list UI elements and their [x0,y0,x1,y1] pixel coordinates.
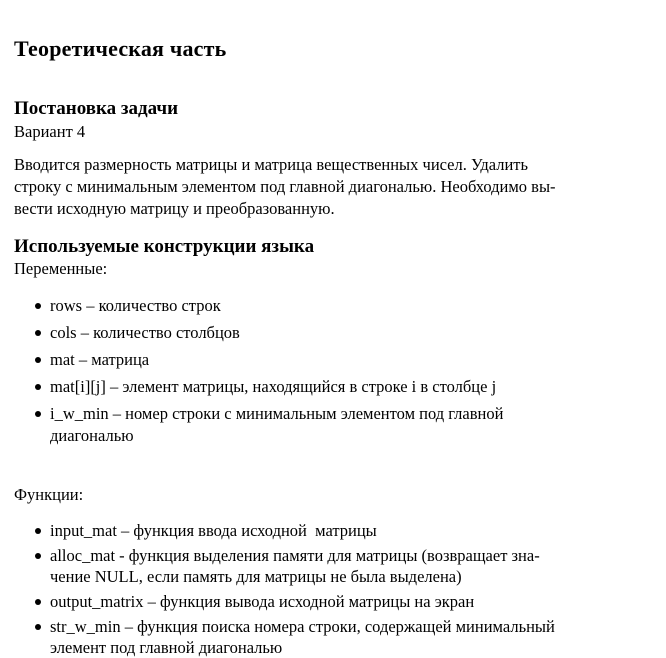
problem-heading: Постановка задачи [14,98,179,119]
list-item-line: rows – количество строк [50,296,221,315]
list-item [50,376,666,398]
list-item [50,616,666,658]
list-item [50,295,666,317]
list-item-line: output_matrix – функция вывода исходной матрицы на экран [50,592,475,611]
list-item-line: элемент под главной диагональю [50,638,283,657]
list-item-line: cols – количество столбцов [50,323,240,342]
list-item-line: alloc_mat - функция выделения памяти для матрицы (возвращает зна- [50,546,540,565]
bullet-icon [35,384,41,390]
list-item-line: input_mat – функция ввода исходной матрицы [50,521,377,540]
paragraph-line: строку с минимальным элементом под главной диагональю. Необходимо вы- [14,177,556,196]
bullet-icon [35,528,41,534]
list-item [50,403,666,447]
list-item-line: mat[i][j] – элемент матрицы, находящийся в строке i в столбце j [50,377,497,396]
bullet-icon [35,624,41,630]
list-item [50,322,666,344]
bullet-icon [35,553,41,559]
paragraph-line: вести исходную матрицу и преобразованную. [14,199,335,218]
list-item [50,520,666,541]
list-item-line: диагональю [50,426,134,445]
list-item-line: mat – матрица [50,350,150,369]
list-item [50,349,666,371]
bullet-icon [35,411,41,417]
list-item-line: str_w_min – функция поиска номера строки, содержащей минимальный [50,617,555,636]
bullet-icon [35,357,41,363]
list-item-line: i_w_min – номер строки с минимальным элементом под главной [50,404,504,423]
bullet-icon [35,330,41,336]
paragraph-line: Вводится размерность матрицы и матрица вещественных чисел. Удалить [14,155,529,174]
list-item [50,591,666,612]
list-item [50,545,666,587]
list-item-line: чение NULL, если память для матрицы не была выделена) [50,567,462,586]
functions-label: Функции: [14,485,84,504]
constructs-heading: Используемые конструкции языка [14,236,315,257]
bullet-icon [35,303,41,309]
variables-label: Переменные: [14,259,108,278]
functions-list [14,520,666,658]
problem-paragraph [14,154,666,220]
variables-list [14,295,666,447]
bullet-icon [35,599,41,605]
variant-text: Вариант 4 [14,122,86,141]
page-title: Теоретическая часть [14,36,227,61]
